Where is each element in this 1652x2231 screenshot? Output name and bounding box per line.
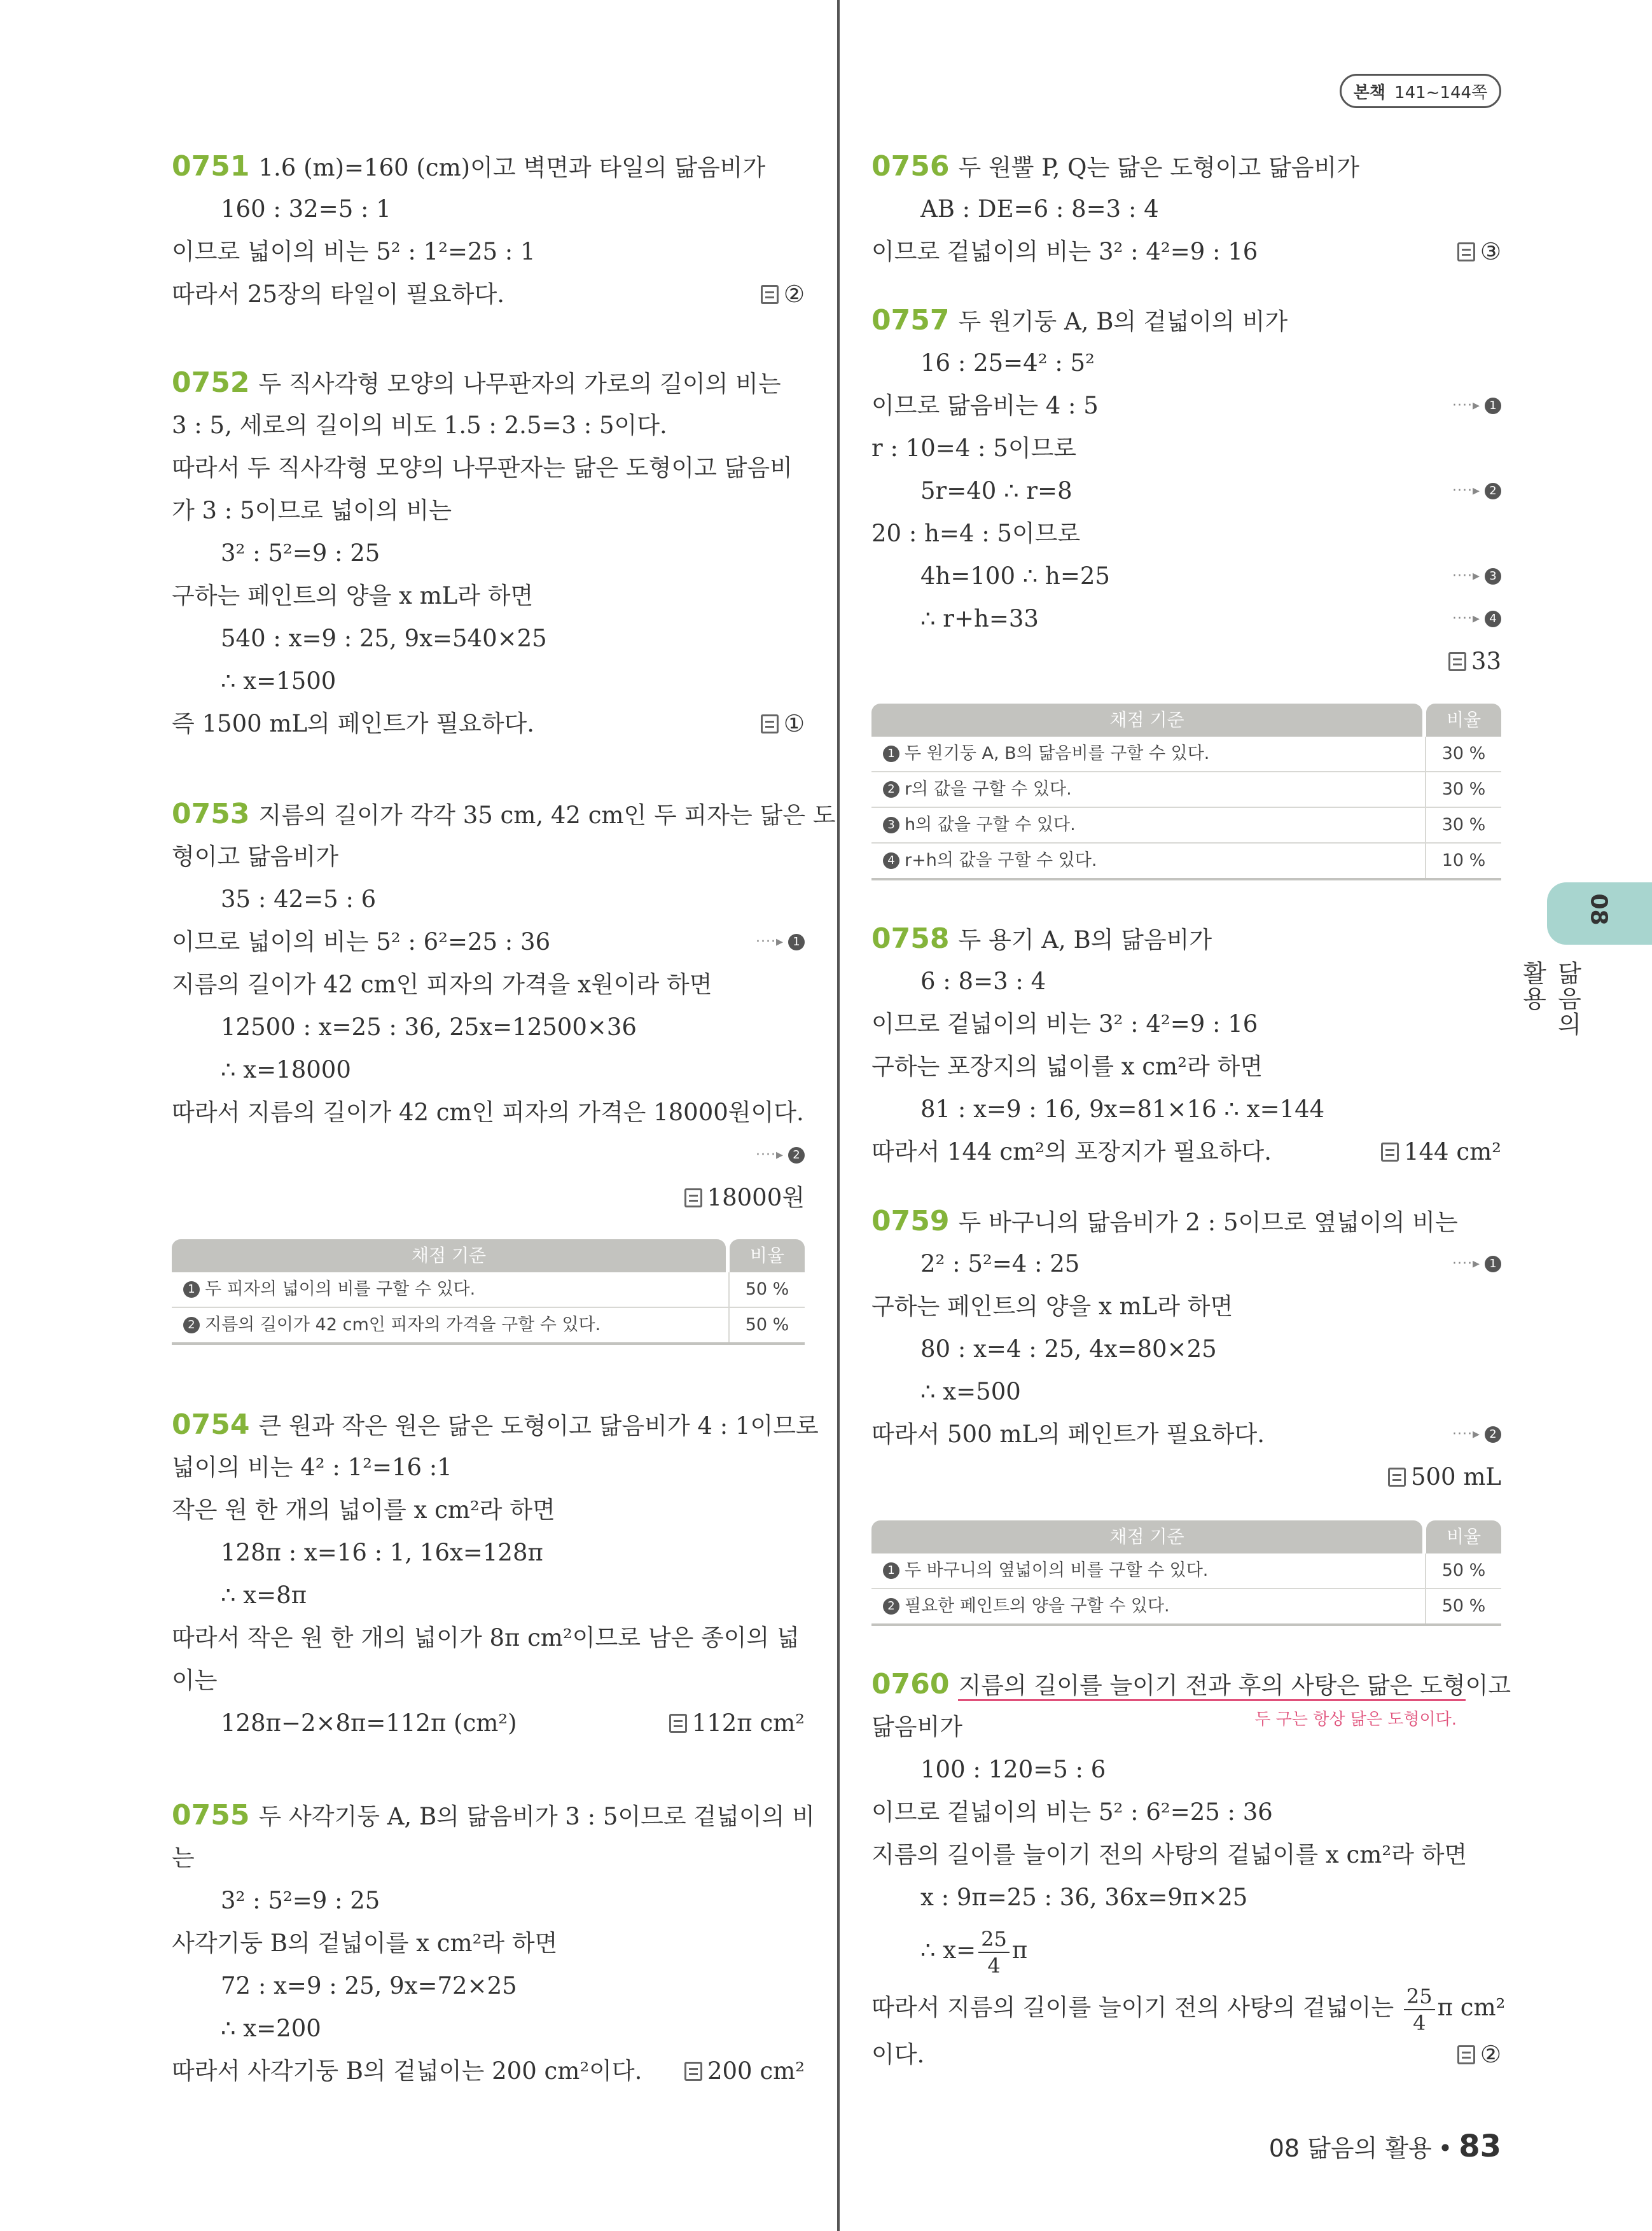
answer-value: ② xyxy=(1480,2041,1501,2068)
text-line: 따라서 500 mL의 페인트가 필요하다. xyxy=(871,1421,1265,1448)
text-line: ∴ x=18000 xyxy=(221,1056,351,1083)
answer-icon xyxy=(669,1714,687,1733)
text-line: 5r=40 ∴ r=8 xyxy=(920,477,1072,504)
answer-value: 18000원 xyxy=(707,1184,805,1211)
answer-value: 112π cm² xyxy=(691,1709,805,1737)
text-line: ∴ x= xyxy=(920,1936,976,1964)
text-line: 1.6 (m)=160 (cm)이고 벽면과 타일의 닮음비가 xyxy=(258,154,766,181)
answer-mark xyxy=(1457,2033,1501,2076)
step-marker: ····▸ 1 xyxy=(1452,1242,1501,1285)
step-marker: ····▸ 1 xyxy=(756,921,805,963)
text-line: 따라서 144 cm²의 포장지가 필요하다. xyxy=(871,1138,1272,1165)
problem-number: 0753 xyxy=(172,798,250,830)
step-marker: ····▸ 2 xyxy=(1452,1413,1501,1456)
badge-label: 본책 xyxy=(1353,83,1386,102)
problem-0751 xyxy=(172,145,805,316)
problem-number: 0752 xyxy=(172,366,250,399)
footer-chapter: 08 닮음의 활용 xyxy=(1268,2134,1432,2162)
problem-number: 0751 xyxy=(172,150,250,183)
answer-mark xyxy=(761,702,805,745)
text-line: ∴ r+h=33 xyxy=(920,605,1039,632)
text-line: x : 9π=25 : 36, 36x=9π×25 xyxy=(920,1884,1248,1911)
text-line: 81 : x=9 : 16, 9x=81×16 ∴ x=144 xyxy=(920,1095,1325,1123)
rubric-header-ratio: 비율 xyxy=(1426,1520,1501,1553)
problem-number: 0756 xyxy=(871,150,950,183)
answer-value: 200 cm² xyxy=(707,2057,805,2085)
text-line: 6 : 8=3 : 4 xyxy=(920,968,1046,995)
text-line: ∴ x=8π xyxy=(221,1581,307,1609)
footer-bullet: • xyxy=(1438,2134,1453,2162)
text-line: 100 : 120=5 : 6 xyxy=(920,1756,1106,1783)
rubric-row: 2 필요한 페인트의 양을 구할 수 있다. 50 % xyxy=(871,1589,1501,1626)
scoring-table-0757 xyxy=(871,704,1501,880)
text-line: 따라서 지름의 길이가 42 cm인 피자의 가격은 18000원이다. xyxy=(172,1099,804,1126)
answer-value: ② xyxy=(783,281,805,308)
answer-icon xyxy=(1448,652,1466,671)
highlighted-text: 지름의 길이를 늘이기 전과 후의 사탕은 닮은 도형 xyxy=(958,1672,1465,1701)
scoring-table-0753 xyxy=(172,1239,805,1345)
problem-0754 xyxy=(172,1403,819,1744)
answer-icon xyxy=(1457,2045,1475,2064)
step-marker: ····▸ 3 xyxy=(1452,555,1501,597)
chapter-tab xyxy=(1547,882,1652,945)
text-line: 두 직사각형 모양의 나무판자의 가로의 길이의 비는 xyxy=(258,370,781,398)
text-line: 지름의 길이를 늘이기 전의 사탕의 겉넓이를 x cm²라 하면 xyxy=(871,1841,1468,1868)
text-line: ∴ x=1500 xyxy=(221,667,337,695)
text-line: 구하는 포장지의 넓이를 x cm²라 하면 xyxy=(871,1053,1263,1080)
chapter-number: 08 xyxy=(1585,893,1612,926)
problem-0752 xyxy=(172,361,805,745)
text-line: 두 원기둥 A, B의 겉넓이의 비가 xyxy=(958,308,1288,335)
text-line: 는 xyxy=(172,1844,195,1872)
rubric-row: 2 지름의 길이가 42 cm인 피자의 가격을 구할 수 있다. 50 % xyxy=(172,1308,805,1345)
text-line: 20 : h=4 : 5이므로 xyxy=(871,520,1081,547)
problem-number: 0755 xyxy=(172,1799,250,1831)
problem-0756 xyxy=(871,145,1501,273)
answer-value: 500 mL xyxy=(1410,1463,1501,1491)
answer-mark xyxy=(669,1702,805,1744)
margin-note: 두 구는 항상 닮은 도형이다. xyxy=(1254,1710,1457,1729)
text-line: 가 3 : 5이므로 넓이의 비는 xyxy=(172,497,452,524)
text-line: 두 용기 A, B의 닮음비가 xyxy=(958,926,1212,954)
text-line: 구하는 페인트의 양을 x mL라 하면 xyxy=(871,1293,1233,1320)
text-line: 작은 원 한 개의 넓이를 x cm²라 하면 xyxy=(172,1496,555,1524)
step-marker: ····▸ 2 xyxy=(756,1134,805,1176)
page-footer xyxy=(1269,2129,1501,2164)
rubric-row: 1 두 바구니의 옆넓이의 비를 구할 수 있다. 50 % xyxy=(871,1553,1501,1589)
answer-icon xyxy=(761,714,779,733)
text-line: 12500 : x=25 : 36, 25x=12500×36 xyxy=(221,1013,637,1041)
text-line: 따라서 지름의 길이를 늘이기 전의 사탕의 겉넓이는 xyxy=(871,1994,1394,2021)
answer-icon xyxy=(1457,242,1475,261)
text-line: 16 : 25=4² : 5² xyxy=(920,349,1095,377)
answer-mark xyxy=(1388,1456,1501,1498)
rubric-header-criteria: 채점 기준 xyxy=(172,1239,726,1272)
answer-mark xyxy=(684,1176,805,1219)
rubric-header-criteria: 채점 기준 xyxy=(871,704,1422,737)
rubric-row: 3 h의 값을 구할 수 있다. 30 % xyxy=(871,808,1501,844)
text-line: 35 : 42=5 : 6 xyxy=(221,886,377,913)
text-line: 이므로 닮음비는 4 : 5 xyxy=(871,392,1099,419)
text-line: ∴ x=200 xyxy=(221,2015,321,2042)
answer-mark xyxy=(1381,1130,1501,1173)
text-line: 80 : x=4 : 25, 4x=80×25 xyxy=(920,1335,1217,1363)
text-line: 이고 xyxy=(1465,1672,1511,1699)
text-line: 160 : 32=5 : 1 xyxy=(221,195,391,223)
text-line: 즉 1500 mL의 페인트가 필요하다. xyxy=(172,710,535,737)
text-line: 구하는 페인트의 양을 x mL라 하면 xyxy=(172,582,534,609)
text-line: 따라서 사각기둥 B의 겉넓이는 200 cm²이다. xyxy=(172,2057,642,2085)
rubric-header-ratio: 비율 xyxy=(730,1239,805,1272)
text-line: 닮음비가 xyxy=(871,1713,962,1741)
text-line: 두 원뿔 P, Q는 닮은 도형이고 닮음비가 xyxy=(958,154,1359,181)
text-line: 형이고 닮음비가 xyxy=(172,843,338,870)
chapter-title: 닮음의 활용 xyxy=(1518,961,1581,1037)
text-line: r : 10=4 : 5이므로 xyxy=(871,434,1077,462)
problem-0758 xyxy=(871,917,1501,1173)
answer-icon xyxy=(1381,1143,1399,1162)
text-line: 따라서 두 직사각형 모양의 나무판자는 닮은 도형이고 닮음비 xyxy=(172,454,793,482)
text-line: 두 사각기둥 A, B의 닮음비가 3 : 5이므로 겉넓이의 비 xyxy=(258,1803,815,1830)
answer-value: ① xyxy=(783,710,805,737)
fraction: $\frac{25}{4}$ xyxy=(1404,1986,1435,2033)
text-line: 이므로 겉넓이의 비는 5² : 6²=25 : 36 xyxy=(871,1798,1273,1826)
text-line: 3² : 5²=9 : 25 xyxy=(221,1887,380,1914)
text-line: 이다. xyxy=(871,2041,925,2068)
text-line: 지름의 길이가 42 cm인 피자의 가격을 x원이라 하면 xyxy=(172,971,712,998)
answer-icon xyxy=(761,285,779,304)
text-line: 따라서 25장의 타일이 필요하다. xyxy=(172,281,505,308)
problem-0757 xyxy=(871,299,1501,683)
fraction: $\frac{25}{4}$ xyxy=(978,1929,1010,1976)
answer-icon xyxy=(684,2062,702,2081)
text-line: 넓이의 비는 4² : 1²=16 :1 xyxy=(172,1454,452,1481)
answer-value: 33 xyxy=(1471,648,1501,675)
column-divider xyxy=(837,0,840,2231)
problem-number: 0760 xyxy=(871,1668,950,1700)
page-number: 83 xyxy=(1459,2129,1501,2164)
text-line: 이므로 넓이의 비는 5² : 1²=25 : 1 xyxy=(172,238,536,265)
text-line: 2² : 5²=4 : 25 xyxy=(920,1250,1080,1277)
text-line: 두 바구니의 닮음비가 2 : 5이므로 옆넓이의 비는 xyxy=(958,1209,1458,1236)
badge-pages: 141~144쪽 xyxy=(1394,83,1488,102)
problem-number: 0757 xyxy=(871,304,950,337)
rubric-row: 4 r+h의 값을 구할 수 있다. 10 % xyxy=(871,844,1501,880)
text-line: π xyxy=(1011,1936,1028,1964)
problem-number: 0759 xyxy=(871,1205,950,1237)
answer-mark xyxy=(1457,230,1501,273)
text-line: 이므로 겉넓이의 비는 3² : 4²=9 : 16 xyxy=(871,238,1258,265)
answer-mark xyxy=(684,2050,805,2092)
rubric-header-criteria: 채점 기준 xyxy=(871,1520,1422,1553)
text-line: 이므로 넓이의 비는 5² : 6²=25 : 36 xyxy=(172,928,551,956)
text-line: 3² : 5²=9 : 25 xyxy=(221,539,380,567)
text-line: ∴ x=500 xyxy=(920,1378,1021,1405)
answer-value: ③ xyxy=(1480,238,1501,265)
text-line: 큰 원과 작은 원은 닮은 도형이고 닮음비가 4 : 1이므로 xyxy=(258,1412,819,1440)
text-line: 128π : x=16 : 1, 16x=128π xyxy=(221,1539,543,1566)
answer-mark xyxy=(1448,640,1501,683)
problem-number: 0754 xyxy=(172,1408,250,1441)
scoring-table-0759 xyxy=(871,1520,1501,1626)
text-line: 따라서 작은 원 한 개의 넓이가 8π cm²이므로 남은 종이의 넓 xyxy=(172,1624,800,1651)
step-marker: ····▸ 4 xyxy=(1452,597,1501,640)
rubric-header-ratio: 비율 xyxy=(1426,704,1501,737)
text-line: 128π−2×8π=112π (cm²) xyxy=(221,1709,517,1737)
text-line: 72 : x=9 : 25, 9x=72×25 xyxy=(221,1972,517,1999)
rubric-row: 1 두 피자의 넓이의 비를 구할 수 있다. 50 % xyxy=(172,1272,805,1308)
rubric-row: 2 r의 값을 구할 수 있다. 30 % xyxy=(871,772,1501,808)
step-marker: ····▸ 1 xyxy=(1452,384,1501,427)
answer-icon xyxy=(1388,1468,1406,1487)
problem-0753 xyxy=(172,793,836,1219)
answer-value: 144 cm² xyxy=(1403,1138,1501,1165)
problem-number: 0758 xyxy=(871,922,950,955)
answer-icon xyxy=(684,1188,702,1207)
text-line: 4h=100 ∴ h=25 xyxy=(920,562,1110,590)
problem-0760 xyxy=(871,1663,1511,2076)
text-line: 540 : x=9 : 25, 9x=540×25 xyxy=(221,625,547,652)
step-marker: ····▸ 2 xyxy=(1452,469,1501,512)
text-line: 지름의 길이가 각각 35 cm, 42 cm인 두 피자는 닮은 도 xyxy=(258,802,836,829)
problem-0759 xyxy=(871,1200,1501,1498)
text-line: π cm² xyxy=(1437,1994,1506,2021)
text-line: 이므로 겉넓이의 비는 3² : 4²=9 : 16 xyxy=(871,1010,1258,1038)
rubric-row: 1 두 원기둥 A, B의 닮음비를 구할 수 있다. 30 % xyxy=(871,737,1501,772)
problem-0755 xyxy=(172,1794,815,2092)
text-line: 3 : 5, 세로의 길이의 비도 1.5 : 2.5=3 : 5이다. xyxy=(172,412,667,439)
text-line: AB : DE=6 : 8=3 : 4 xyxy=(920,195,1159,223)
text-line: 이는 xyxy=(172,1667,218,1694)
page-range-badge xyxy=(1340,74,1501,108)
text-line: 사각기둥 B의 겉넓이를 x cm²라 하면 xyxy=(172,1929,558,1957)
answer-mark xyxy=(761,273,805,316)
